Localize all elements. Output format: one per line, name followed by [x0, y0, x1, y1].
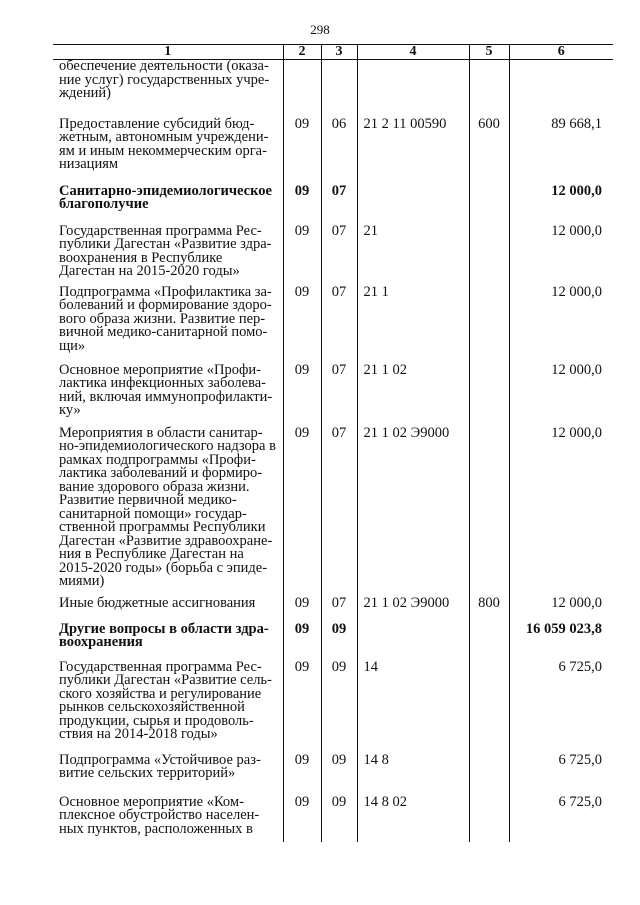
row-amount: 6 725,0 — [509, 796, 613, 842]
row-expense-type — [469, 754, 509, 796]
row-expense-type — [469, 364, 509, 427]
row-description: обеспечение деятельности (оказа-ние услуг) государственных учре-ждений) — [59, 58, 270, 101]
row-subsection: 09 — [321, 623, 357, 661]
row-target-code: 14 8 02 — [357, 796, 469, 842]
row-amount: 89 668,1 — [509, 118, 613, 185]
row-expense-type — [469, 286, 509, 364]
row-subsection: 07 — [321, 427, 357, 597]
row-expense-type: 600 — [469, 118, 509, 185]
col-header-1: 1 — [53, 45, 283, 60]
row-description: Подпрограмма «Устойчивое раз-витие сельских территорий» — [59, 751, 261, 781]
row-target-code: 21 1 02 Э9000 — [357, 597, 469, 623]
row-amount — [509, 60, 613, 118]
table-row — [53, 185, 613, 225]
row-section: 09 — [283, 427, 321, 597]
table-row — [53, 597, 613, 623]
row-expense-type — [469, 661, 509, 754]
row-subsection: 09 — [321, 661, 357, 754]
row-description: Основное мероприятие «Профи-лактика инфекционных заболева-ний, включая иммунопрофилакти-ку» — [59, 361, 273, 418]
row-subsection — [321, 60, 357, 118]
row-description: Основное мероприятие «Ком-плексное обустройство населен-ных пунктов, расположенных в — [59, 793, 260, 837]
row-amount: 12 000,0 — [509, 364, 613, 427]
row-section: 09 — [283, 754, 321, 796]
row-amount: 12 000,0 — [509, 597, 613, 623]
row-amount: 12 000,0 — [509, 225, 613, 286]
row-target-code: 21 1 02 Э9000 — [357, 427, 469, 597]
page-number: 298 — [310, 22, 330, 37]
table-row — [53, 623, 613, 661]
row-target-code: 14 — [357, 661, 469, 754]
budget-table — [53, 44, 613, 842]
row-section — [283, 60, 321, 118]
row-target-code: 21 1 02 — [357, 364, 469, 427]
row-target-code: 21 — [357, 225, 469, 286]
table-row — [53, 118, 613, 185]
table-row — [53, 661, 613, 754]
row-expense-type: 800 — [469, 597, 509, 623]
row-description: Другие вопросы в области здра-воохранения — [59, 620, 269, 650]
row-target-code: 21 2 11 00590 — [357, 118, 469, 185]
col-header-6: 6 — [509, 45, 613, 60]
row-amount: 12 000,0 — [509, 185, 613, 225]
row-description: Санитарно-эпидемиологическое благополучие — [59, 182, 272, 212]
table-row — [53, 225, 613, 286]
row-description: Подпрограмма «Профилактика за-болеваний и формирование здоро-вого образа жизни. Развитие пер-вичной медико-санитарной помо-щи» — [59, 283, 272, 354]
col-header-3: 3 — [321, 45, 357, 60]
row-amount: 6 725,0 — [509, 754, 613, 796]
row-amount: 16 059 023,8 — [509, 623, 613, 661]
row-expense-type — [469, 60, 509, 118]
col-header-5: 5 — [469, 45, 509, 60]
row-subsection: 07 — [321, 225, 357, 286]
row-section: 09 — [283, 661, 321, 754]
row-subsection: 07 — [321, 597, 357, 623]
row-section: 09 — [283, 118, 321, 185]
row-expense-type — [469, 225, 509, 286]
row-section: 09 — [283, 364, 321, 427]
table-row — [53, 286, 613, 364]
row-section: 09 — [283, 286, 321, 364]
row-subsection: 07 — [321, 286, 357, 364]
table-row — [53, 754, 613, 796]
row-subsection: 09 — [321, 796, 357, 842]
row-description: Мероприятия в области санитар-но-эпидемиологического надзора в рамках подпрограммы «Профи-лактика заболеваний и формиро-вание здорового образа жизни. Развитие первичной медико-санитарной помощи» государ-ственной программы Республики Дагестан «Развитие здравоохране-ния в Республике Дагестан на 2015-2020 годы» (борьба с эпиде-миями) — [59, 424, 276, 589]
row-subsection: 09 — [321, 754, 357, 796]
row-description: Предоставление субсидий бюд-жетным, автономным учреждени-ям и иным некоммерческим орга-низациям — [59, 115, 269, 172]
row-section: 09 — [283, 623, 321, 661]
row-description: Иные бюджетные ассигнования — [59, 594, 256, 611]
row-subsection: 07 — [321, 364, 357, 427]
row-expense-type — [469, 796, 509, 842]
col-header-2: 2 — [283, 45, 321, 60]
row-target-code: 21 1 — [357, 286, 469, 364]
row-target-code: 14 8 — [357, 754, 469, 796]
table-row — [53, 60, 613, 118]
row-amount: 6 725,0 — [509, 661, 613, 754]
row-section: 09 — [283, 796, 321, 842]
table-row — [53, 427, 613, 597]
row-section: 09 — [283, 225, 321, 286]
row-amount: 12 000,0 — [509, 427, 613, 597]
row-description: Государственная программа Рес-публики Дагестан «Развитие сель-ского хозяйства и регулирование рынков сельскохозяйственной продукции, сырья и продоволь-ствия на 2014-2018 годы» — [59, 658, 272, 742]
row-section: 09 — [283, 597, 321, 623]
row-description: Государственная программа Рес-публики Дагестан «Развитие здра-воохранения в Республике Дагестан на 2015-2020 годы» — [59, 222, 272, 279]
row-expense-type — [469, 185, 509, 225]
row-target-code — [357, 623, 469, 661]
col-header-4: 4 — [357, 45, 469, 60]
row-section: 09 — [283, 185, 321, 225]
row-amount: 12 000,0 — [509, 286, 613, 364]
row-expense-type — [469, 427, 509, 597]
table-row — [53, 364, 613, 427]
row-subsection: 07 — [321, 185, 357, 225]
table-row — [53, 796, 613, 842]
row-target-code — [357, 185, 469, 225]
row-expense-type — [469, 623, 509, 661]
row-subsection: 06 — [321, 118, 357, 185]
row-target-code — [357, 60, 469, 118]
